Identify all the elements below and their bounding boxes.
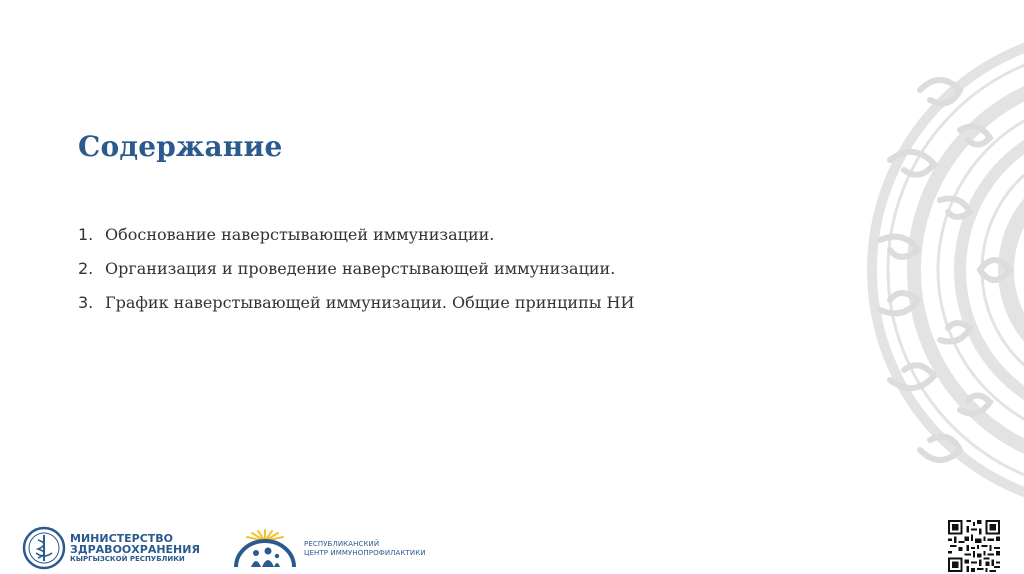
list-item [78, 286, 634, 320]
list-item [78, 252, 634, 286]
center-name-line1: РЕСПУБЛИКАНСКИЙ [304, 539, 380, 548]
ministry-name-line2: ЗДРАВООХРАНЕНИЯ [70, 543, 200, 557]
list-item-text: Организация и проведение наверстывающей иммунизации. [105, 259, 616, 278]
immunoprophylaxis-center-name [304, 540, 426, 558]
ministry-emblem-icon [22, 526, 66, 570]
ministry-name [70, 533, 200, 563]
center-name-line2: ЦЕНТР ИММУНОПРОФИЛАКТИКИ [304, 549, 426, 557]
slide-title: Содержание [78, 130, 283, 163]
ornament-decoration [860, 30, 1024, 510]
qr-code-icon [948, 520, 1000, 572]
ministry-name-line1: МИНИСТЕРСТВО [70, 531, 174, 545]
ministry-name-line3: КЫРГЫЗСКОЙ РЕСПУБЛИКИ [70, 554, 185, 563]
list-item-number: 1. [78, 225, 94, 244]
ministry-logo [22, 526, 200, 570]
immunoprophylaxis-center-logo [232, 527, 426, 571]
list-item-text: График наверстывающей иммунизации. Общие принципы НИ [105, 293, 635, 312]
list-item-text: Обоснование наверстывающей иммунизации. [105, 225, 495, 244]
list-item-number: 2. [78, 259, 94, 278]
list-item [78, 218, 634, 252]
immunoprophylaxis-center-logo-icon [232, 527, 298, 571]
list-item-number: 3. [78, 293, 94, 312]
contents-list [78, 218, 634, 320]
